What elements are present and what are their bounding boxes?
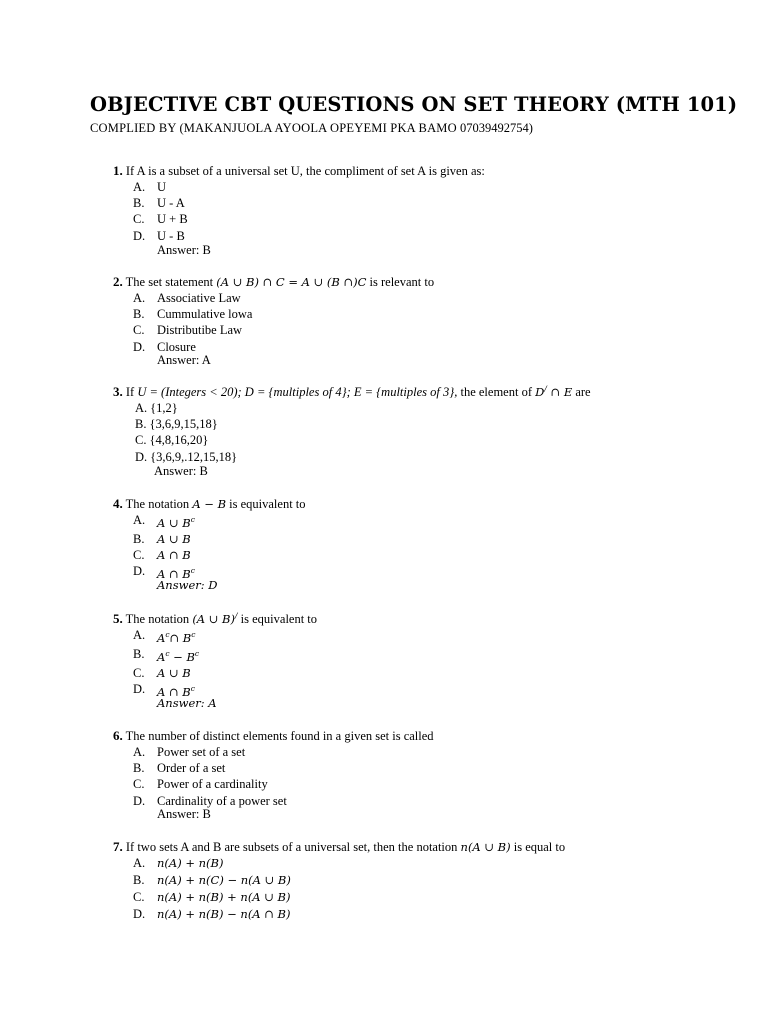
- option-d: D. Cardinality of a power set: [133, 793, 287, 808]
- question-1-options: [133, 179, 188, 244]
- option-b: B. $A^c - B^c$: [133, 647, 200, 664]
- question-text: If A is a subset of a universal set U, the compliment of set A is given as:: [122, 164, 485, 178]
- answer-1: Answer: B: [157, 243, 211, 257]
- question-2-options: [133, 290, 252, 355]
- option-d: D. A ∩ $B^c$: [133, 564, 195, 582]
- option-a: A. Power set of a set: [133, 745, 246, 759]
- subtitle-phone: 07039492754): [459, 121, 533, 135]
- option-d: D. Closure: [133, 339, 196, 354]
- option-c: C. A ∪ B: [133, 666, 191, 681]
- answer-4: Answer: D: [157, 578, 218, 592]
- question-number: 1.: [113, 163, 123, 178]
- question-3: 3. If U = (Integers < 20); D = {multiples of 4}; E = {multiples of 3}, the element of D/ ∩ E are: [113, 384, 591, 399]
- option-b: B. Order of a set: [133, 761, 226, 776]
- option-d: D. U - B: [133, 228, 185, 243]
- question-1: [113, 163, 485, 179]
- question-math: (A ∪ B) ∩ C = A ∪ (B ∩)C: [216, 275, 367, 289]
- option-c: C. U + B: [133, 212, 188, 227]
- answer-5: Answer: A: [157, 696, 217, 710]
- option-a: A. A ∪ $B^c$: [133, 513, 195, 530]
- option-c: C. A ∩ B: [133, 548, 191, 563]
- option-d: D. A ∩ $B^c$: [133, 682, 195, 700]
- option-c: C. Power of a cardinality: [133, 777, 268, 792]
- question-4-options: [133, 512, 195, 582]
- answer-6: Answer: B: [157, 807, 211, 821]
- answer-3: Answer: B: [154, 464, 208, 478]
- option-b: B. {3,6,9,15,18}: [135, 417, 218, 432]
- question-6: 6. The number of distinct elements found in a given set is called: [113, 728, 434, 743]
- option-c: C. Distributibe Law: [133, 323, 243, 338]
- option-a: A. Associative Law: [133, 291, 241, 305]
- option-c: C. {4,8,16,20}: [135, 433, 209, 448]
- question-4: 4. The notation A − B is equivalent to: [113, 496, 306, 511]
- option-a: A. n(A) + n(B): [133, 856, 224, 870]
- option-b: B. A ∪ B: [133, 532, 191, 547]
- page-subtitle: [90, 121, 533, 136]
- option-b: B. Cummulative lowa: [133, 307, 253, 322]
- question-6-options: [133, 744, 287, 809]
- option-a: A. {1,2}: [135, 401, 178, 415]
- question-7-options: [133, 855, 291, 923]
- option-d: D. n(A) + n(B) − n(A ∩ B): [133, 907, 291, 921]
- question-7: 7. If two sets A and B are subsets of a universal set, then the notation n(A ∪ B) is equal to: [113, 839, 566, 854]
- question-5: 5. The notation (A ∪ B)/ is equivalent to: [113, 611, 318, 626]
- subtitle-compiler: COMPLIED BY (MAKANJUOLA AYOOLA OPEYEMI PKA BAMO: [90, 121, 457, 135]
- question-5-options: [133, 627, 199, 700]
- page-title: OBJECTIVE CBT QUESTIONS ON SET THEORY (MTH 101): [90, 93, 738, 116]
- option-d: D. {3,6,9,.12,15,18}: [135, 449, 238, 464]
- option-b: B. n(A) + n(C) − n(A ∪ B): [133, 873, 291, 887]
- option-a: A. $A^c\cap$ $B^c$: [133, 628, 196, 645]
- option-c: C. n(A) + n(B) + n(A ∪ B): [133, 890, 291, 904]
- option-a: A. U: [133, 180, 167, 194]
- question-3-options: [135, 400, 237, 465]
- answer-2: Answer: A: [157, 353, 211, 367]
- option-b: B. U - A: [133, 196, 185, 211]
- question-2: 2. The set statement (A ∪ B) ∩ C = A ∪ (B ∩)C is relevant to: [113, 274, 435, 289]
